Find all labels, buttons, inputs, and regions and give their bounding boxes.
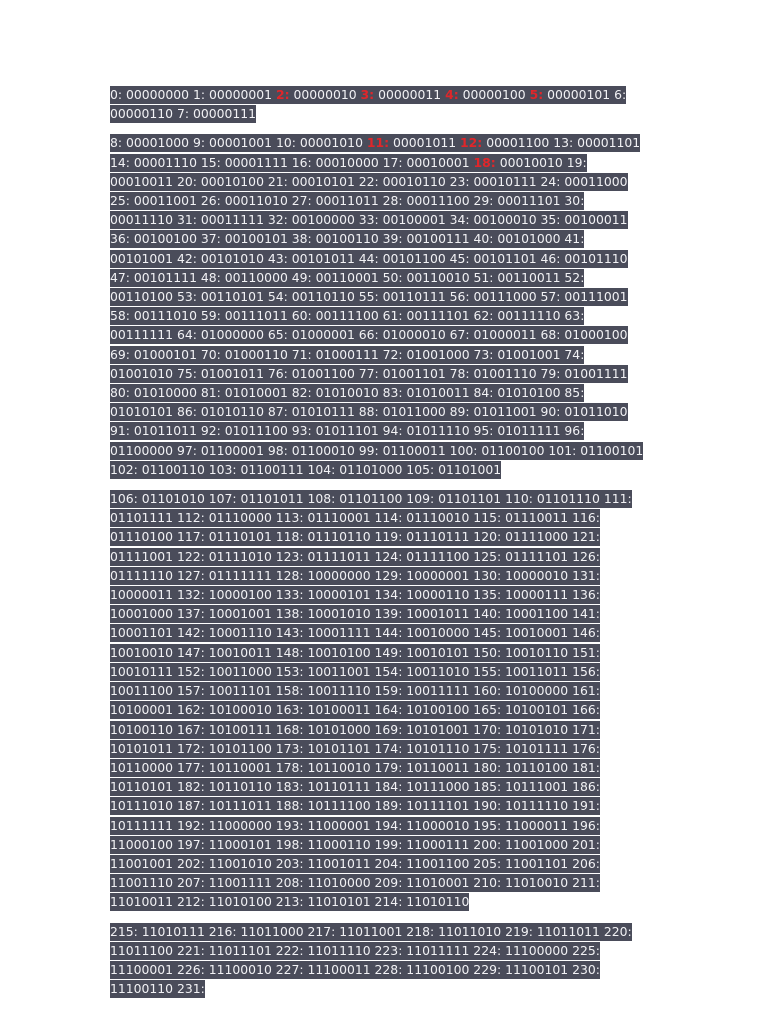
- text-run: 0: 00000000 1: 00000001: [110, 87, 277, 102]
- highlighted-number: 5:: [529, 87, 544, 102]
- paragraph-2[interactable]: [110, 133, 650, 479]
- document-body: [110, 85, 650, 1008]
- text-run: 215: 11010111 216: 11011000 217: 11011001 218: 11011010 219: 11011011 220: 11011100 221: 11011101 222: 11011110 223: 11011111 224: 11100000 225: 11100001 226: 11100010 227: 11100011 228: 11100100 229: 11100101 230: 11100110 231:: [110, 923, 632, 997]
- text-run: 00000010: [289, 87, 361, 102]
- paragraph-4[interactable]: [110, 922, 650, 999]
- text-run: 00001011: [389, 135, 461, 151]
- highlighted-number: 3:: [360, 87, 375, 102]
- paragraph-3[interactable]: [110, 489, 650, 911]
- highlighted-number: 12:: [460, 135, 483, 151]
- text-run: 00001100 13: 00001101 14: 00001110 15: 00001111 16: 00010000 17: 00010001: [110, 135, 641, 170]
- text-run: 8: 00001000 9: 00001001 10: 00001010: [110, 135, 367, 151]
- text-run: 00000011: [374, 87, 446, 102]
- highlighted-number: 18:: [473, 154, 496, 170]
- text-run: 00010010 19: 00010011 20: 00010100 21: 00010101 22: 00010110 23: 00010111 24: 00011000 25: 00011001 26: 00011010 27: 00011011 28: 00011100 29: 00011101 30: 00011110 31: 00011111 32: 00100000 33: 00100001 34: 00100010 35: 00100011 36: 00100100 37: 00100101 38: 00100110 39: 00100111 40: 00101000 41: 00101001 42: 00101010 43: 00101011 44: 00101100 45: 00101101 46: 00101110 47: 00101111 48: 00110000 49: 00110001 50: 00110010 51: 00110011 52: 00110100 53: 00110101 54: 00110110 55: 00110111 56: 00111000 57: 00111001 58: 00111010 59: 00111011 60: 00111100 61: 00111101 62: 00111110 63: 00111111 64: 01000000 65: 01000001 66: 01000010 67: 01000011 68: 01000100 69: 01000101 70: 01000110 71: 01000111 72: 01001000 73: 01001001 74: 01001010 75: 01001011 76: 01001100 77: 01001101 78: 01001110 79: 01001111 80: 01010000 81: 01010001 82: 01010010 83: 01010011 84: 01010100 85: 01010101 86: 01010110 87: 01010111 88: 01011000 89: 01011001 90: 01011010 91: 01011011 92: 01011100 93: 01011101 94: 01011110 95: 01011111 96: 01100000 97: 01100001 98: 01100010 99: 01100011 100: 01100100 101: 01100101 102: 01100110 103: 01100111 104: 01101000 105: 01101001: [110, 154, 644, 477]
- highlighted-number: 2:: [276, 87, 290, 102]
- text-run: 106: 01101010 107: 01101011 108: 01101100 109: 01101101 110: 01101110 111: 01101111 112: 01110000 113: 01110001 114: 01110010 115: 01110011 116: 01110100 117: 01110101 118: 01110110 119: 01110111 120: 01111000 121: 01111001 122: 01111010 123: 01111011 124: 01111100 125: 01111101 126: 01111110 127: 01111111 128: 10000000 129: 10000001 130: 10000010 131: 10000011 132: 10000100 133: 10000101 134: 10000110 135: 10000111 136: 10001000 137: 10001001 138: 10001010 139: 10001011 140: 10001100 141: 10001101 142: 10001110 143: 10001111 144: 10010000 145: 10010001 146: 10010010 147: 10010011 148: 10010100 149: 10010101 150: 10010110 151: 10010111 152: 10011000 153: 10011001 154: 10011010 155: 10011011 156: 10011100 157: 10011101 158: 10011110 159: 10011111 160: 10100000 161: 10100001 162: 10100010 163: 10100011 164: 10100100 165: 10100101 166: 10100110 167: 10100111 168: 10101000 169: 10101001 170: 10101010 171: 10101011 172: 10101100 173: 10101101 174: 10101110 175: 10101111 176: 10110000 177: 10110001 178: 10110010 179: 10110011 180: 10110100 181: 10110101 182: 10110110 183: 10110111 184: 10111000 185: 10111001 186: 10111010 187: 10111011 188: 10111100 189: 10111101 190: 10111110 191: 10111111 192: 11000000 193: 11000001 194: 11000010 195: 11000011 196: 11000100 197: 11000101 198: 11000110 199: 11000111 200: 11001000 201: 11001001 202: 11001010 203: 11001011 204: 11001100 205: 11001101 206: 11001110 207: 11001111 208: 11010000 209: 11010001 210: 11010010 211: 11010011 212: 11010100 213: 11010101 214: 11010110: [110, 491, 632, 910]
- paragraph-1[interactable]: [110, 85, 650, 123]
- text-run: 00000101 6: 00000110 7: 00000111: [110, 87, 627, 122]
- highlighted-number: 11:: [366, 135, 390, 151]
- text-run: 00000100: [458, 87, 530, 102]
- highlighted-number: 4:: [445, 87, 459, 102]
